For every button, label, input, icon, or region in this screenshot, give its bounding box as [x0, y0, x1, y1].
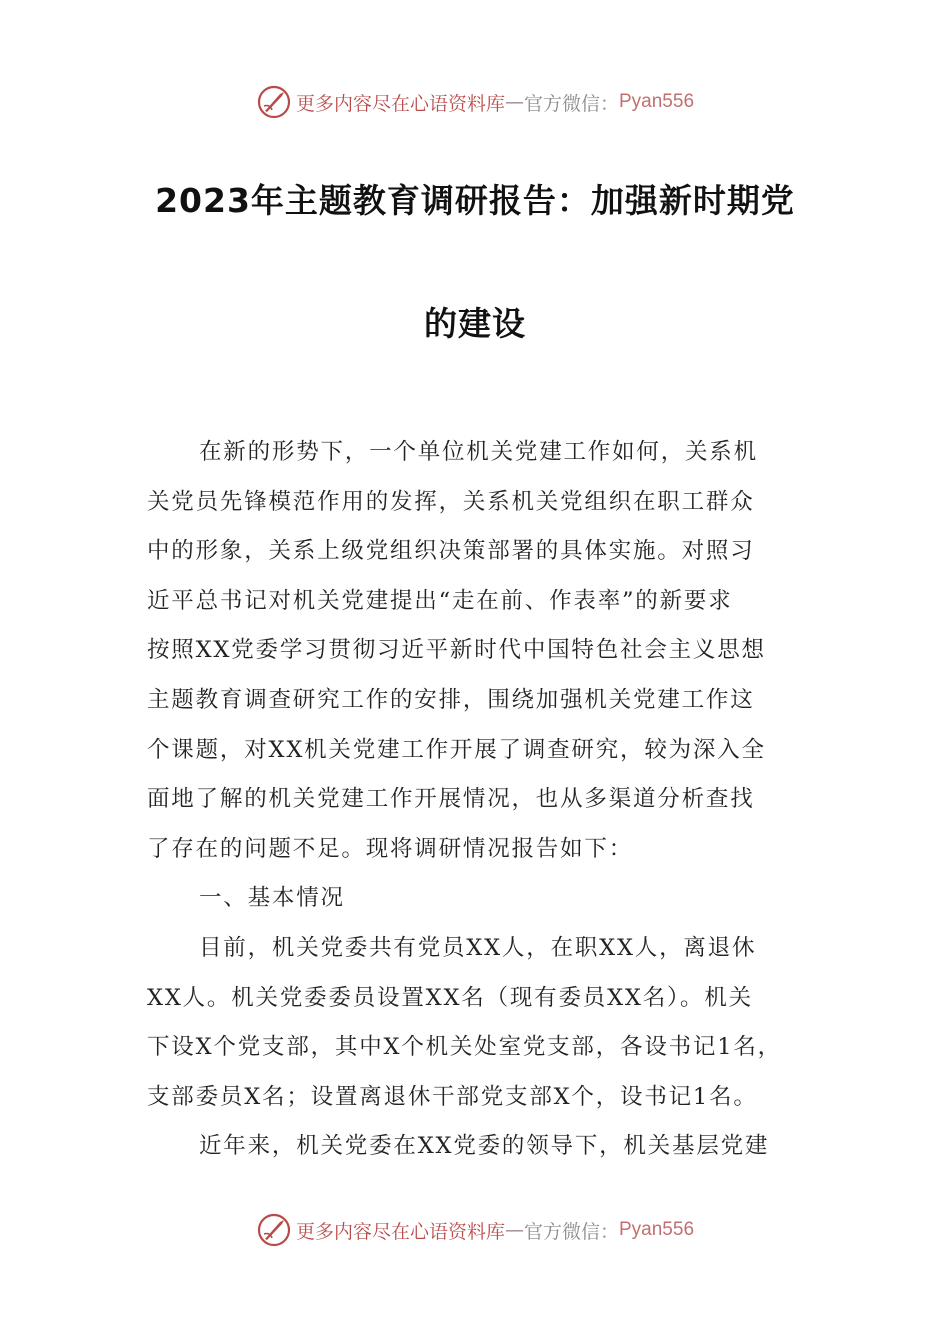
document-title-line-2: 的建设 [424, 304, 526, 343]
body-line: 中的形象，关系上级党组织决策部署的具体实施。对照习 [147, 538, 755, 565]
watermark-wechat-id: Pyan556 [619, 1219, 695, 1240]
body-line: 近年来，机关党委在XX党委的领导下，机关基层党建 [199, 1133, 770, 1160]
body-line: 个课题，对XX机关党建工作开展了调查研究，较为深入全 [147, 736, 766, 763]
body-line: 支部委员X名；设置离退休干部党支部X个，设书记1名。 [147, 1083, 758, 1110]
body-line: 面地了解的机关党建工作开展情况，也从多渠道分析查找 [147, 786, 755, 813]
body-line: 下设X个党支部，其中X个机关处室党支部，各设书记1名， [147, 1034, 782, 1061]
watermark-wechat-label: 官方微信： [523, 92, 619, 115]
quill-logo-icon [256, 84, 292, 120]
header-watermark [0, 82, 950, 122]
watermark-brand: 更多内容尽在心语资料库 [295, 92, 505, 115]
body-line: 目前，机关党委共有党员XX人，在职XX人，离退休 [199, 934, 757, 961]
watermark-dash: — [504, 1219, 524, 1241]
document-title-line-1: 2023年主题教育调研报告：加强新时期党 [155, 181, 795, 220]
watermark-brand: 更多内容尽在心语资料库 [295, 1220, 505, 1243]
quill-logo-icon [256, 1212, 292, 1248]
watermark-wechat-id: Pyan556 [619, 91, 695, 112]
body-line: 按照XX党委学习贯彻习近平新时代中国特色社会主义思想 [147, 637, 766, 664]
body-line: 近平总书记对机关党建提出“走在前、作表率”的新要求 [147, 587, 733, 614]
body-line: 了存在的问题不足。现将调研情况报告如下： [147, 835, 634, 862]
document-body [147, 428, 812, 1172]
body-line: XX人。机关党委委员设置XX名（现有委员XX名）。机关 [147, 984, 753, 1011]
watermark-wechat-label: 官方微信： [523, 1220, 619, 1243]
body-line: 在新的形势下，一个单位机关党建工作如何，关系机 [199, 439, 758, 465]
body-line: 主题教育调查研究工作的安排，围绕加强机关党建工作这 [147, 686, 755, 713]
watermark-dash: — [504, 91, 524, 113]
body-line: 关党员先锋模范作用的发挥，关系机关党组织在职工群众 [147, 488, 755, 515]
footer-watermark [0, 1210, 950, 1250]
section-heading: 一、基本情况 [199, 885, 345, 912]
